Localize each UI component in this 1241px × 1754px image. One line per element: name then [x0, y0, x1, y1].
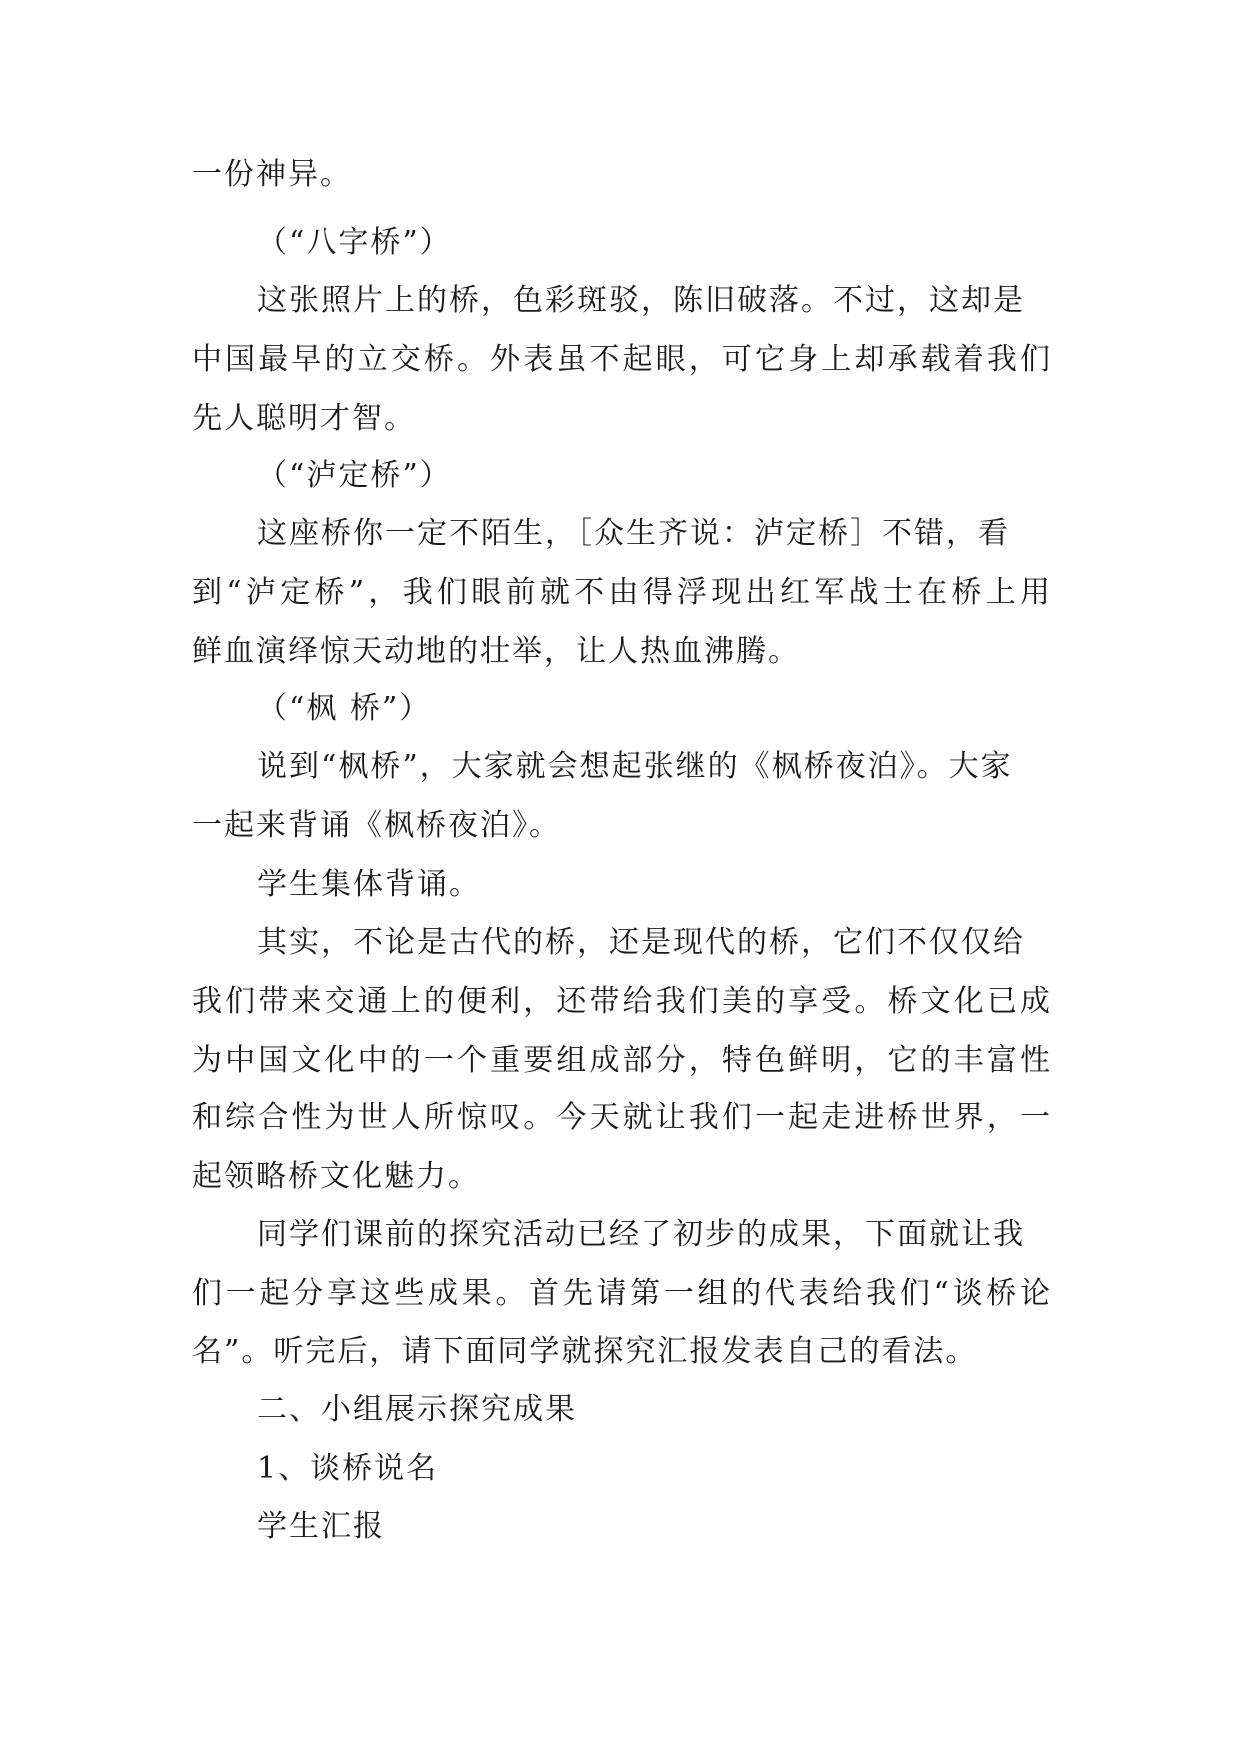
text-line: 到“泸定桥”，我们眼前就不由得浮现出红军战士在桥上用 [192, 575, 1050, 610]
text-line: 这座桥你一定不陌生，［众生齐说：泸定桥］不错，看 [257, 516, 1010, 551]
text-line: 学生集体背诵。 [257, 867, 481, 902]
text-line: 一起来背诵《枫桥夜泊》。 [192, 808, 561, 843]
section-label: （“枫 桥”） [257, 691, 432, 726]
section-heading: 二、小组展示探究成果 [257, 1392, 577, 1427]
text-line: 其实，不论是古代的桥，还是现代的桥，它们不仅仅给 [257, 925, 1025, 960]
text-line: 为中国文化中的一个重要组成部分，特色鲜明，它的丰富性 [192, 1043, 1050, 1078]
subsection-heading: 1、谈桥说名 [257, 1451, 439, 1486]
text-line: 先人聪明才智。 [192, 401, 416, 436]
text-line: 中国最早的立交桥。外表虽不起眼，可它身上却承载着我们 [192, 342, 1050, 377]
text-line: 们一起分享这些成果。首先请第一组的代表给我们“谈桥论 [192, 1276, 1050, 1311]
section-label: （“泸定桥”） [257, 458, 452, 493]
text-line: 说到“枫桥”，大家就会想起张继的《枫桥夜泊》。大家 [257, 749, 1013, 784]
text-line: 同学们课前的探究活动已经了初步的成果，下面就让我 [257, 1217, 1025, 1252]
text-line: 学生汇报 [257, 1509, 385, 1544]
text-line: 一份神异。 [192, 157, 352, 192]
text-line: 名”。听完后，请下面同学就探究汇报发表自己的看法。 [192, 1334, 978, 1369]
text-line: 我们带来交通上的便利，还带给我们美的享受。桥文化已成 [192, 984, 1050, 1019]
text-line: 起领略桥文化魅力。 [192, 1159, 480, 1194]
text-line: 这张照片上的桥，色彩斑驳，陈旧破落。不过，这却是 [257, 283, 1025, 318]
text-line: 和综合性为世人所惊叹。今天就让我们一起走进桥世界，一 [192, 1100, 1050, 1135]
text-line: 鲜血演绎惊天动地的壮举，让人热血沸腾。 [192, 634, 800, 669]
section-label: （“八字桥”） [257, 225, 452, 260]
